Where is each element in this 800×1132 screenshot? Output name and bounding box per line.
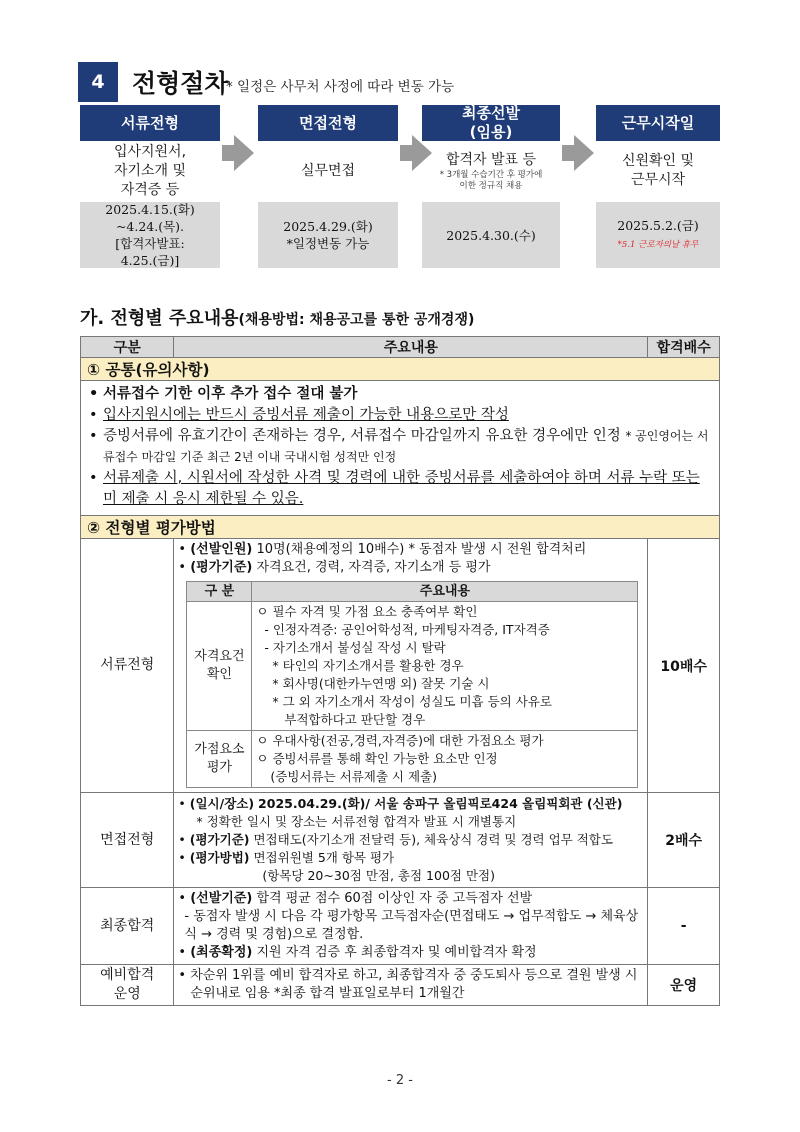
band-evaluation: ② 전형별 평가방법: [81, 516, 720, 539]
doc-detail: • (선발인원) 10명(채용예정의 10배수) * 동점자 발생 시 전원 합격처리 • (평가기준) 자격요건, 경력, 자격증, 자기소개 등 평가 구 분 주요내용 자격요건 확인 ㅇ 필수 자격 및 가점 요소 충족여부 확인 - 인정자격증: 공인어학성적, 마케팅자격증, IT자격증 - 자기소개서 불성실 작성 시 탈락 * 타인의 자기소개서를 활용한 경우 * 회사명(대한카누연맹 외) 잘못 기술 시 * 그 외 자기소개서 작성이 성실도 미흡 등의 사유로 부적합하다고 판단할 경우 가점요소 평가 ㅇ 우대사항(전공,경력,자격증)에 대한 가점요소 평가 ㅇ 증빙서류를 통해 확인 가능한 요소만 인정 (증빙서류는 서류제출 시 제출): [174, 539, 648, 793]
table-header-row: [81, 337, 720, 358]
list-item: • 서류접수 기한 이후 추가 접수 절대 불가: [89, 386, 358, 402]
reserve-category: 예비합격 운영: [81, 965, 174, 1006]
final-row: [81, 888, 720, 965]
table-row: 자격요건 확인 ㅇ 필수 자격 및 가점 요소 충족여부 확인 - 인정자격증: 공인어학성적, 마케팅자격증, IT자격증 - 자기소개서 불성실 작성 시 탈락 * 타인의 자기소개서를 활용한 경우 * 회사명(대한카누연맹 외) 잘못 기술 시 * 그 외 자기소개서 작성이 성실도 미흡 등의 사유로 부적합하다고 판단할 경우: [187, 602, 638, 731]
doc-category: 서류전형: [81, 539, 174, 793]
step-head-document: 서류전형: [80, 105, 220, 141]
common-row: [81, 381, 720, 516]
interview-category: 면접전형: [81, 793, 174, 888]
list-item: • 증빙서류에 유효기간이 존재하는 경우, 서류접수 마감일까지 유요한 경우에만 인정 * 공인영어는 서류접수 마감일 기준 최근 2년 이내 국내시험 성적만 인정: [89, 428, 709, 464]
header-multiple: 합격배수: [648, 337, 720, 358]
header-content: 주요내용: [174, 337, 648, 358]
selection-table: [80, 336, 720, 1006]
page-number: - 2 -: [387, 1073, 413, 1088]
final-category: 최종합격: [81, 888, 174, 965]
step-head-start: 근무시작일: [596, 105, 720, 141]
table-row: 가점요소 평가 ㅇ 우대사항(전공,경력,자격증)에 대한 가점요소 평가 ㅇ 증빙서류를 통해 확인 가능한 요소만 인정 (증빙서류는 서류제출 시 제출): [187, 731, 638, 788]
inner-header-category: 구 분: [187, 582, 252, 602]
interview-multiple: 2배수: [648, 793, 720, 888]
step-head-interview: 면접전형: [258, 105, 398, 141]
section-number-badge: 4: [78, 62, 118, 102]
common-notes: [81, 381, 720, 516]
arrow-icon: [562, 135, 594, 171]
step-date-final: 2025.4.30.(수): [422, 202, 560, 268]
step-head-final: 최종선발 (임용): [422, 105, 560, 141]
final-multiple: -: [648, 888, 720, 965]
step-date-start: 2025.5.2.(금) *5.1 근로자의날 휴무: [596, 202, 720, 268]
inner-header-content: 주요내용: [252, 582, 638, 602]
subsection-title: 가. 전형별 주요내용(채용방법: 채용공고를 통한 공개경쟁): [80, 308, 475, 329]
section-note: * 일정은 사무처 사정에 따라 변동 가능: [226, 79, 455, 95]
holiday-note: *5.1 근로자의날 휴무: [617, 239, 699, 250]
step-date-interview: 2025.4.29.(화) *일정변동 가능: [258, 202, 398, 268]
step-desc-interview: 실무면접: [300, 162, 356, 179]
doc-row: [81, 539, 720, 793]
reserve-row: [81, 965, 720, 1006]
step-desc-final: 합격자 발표 등 * 3개월 수습기간 후 평가에 이한 정규직 채용: [439, 151, 543, 191]
doc-criteria-table: [186, 581, 638, 788]
step-desc-start: 신원확인 및 근무시작: [621, 153, 695, 188]
list-item: • 입사지원시에는 반드시 증빙서류 제출이 가능한 내용으로만 작성: [89, 407, 509, 423]
list-item: • 서류제출 시, 시원서에 작성한 사격 및 경력에 내한 증빙서류를 세출하여야 하며 서류 누락 또는 미 제출 시 응시 제한될 수 있음.: [89, 470, 700, 507]
reserve-detail: • 차순위 1위를 예비 합격자로 하고, 최종합격자 중 중도퇴사 등으로 결원 발생 시 순위내로 임용 *최종 합격 발표일로부터 1개월간: [174, 965, 648, 1006]
step-desc-document: 입사지원서, 자기소개 및 자격증 등: [113, 143, 187, 198]
final-detail: • (선발기준) 합격 평균 점수 60점 이상인 자 중 고득점자 선발 - 동점자 발생 시 다음 각 평가항목 고득점자순(면접태도 → 업무적합도 → 체육상식 → 경력 및 경험)으로 결정함. • (최종확정) 지원 자격 검증 후 최종합격자 및 예비합격자 확정: [174, 888, 648, 965]
arrow-icon: [222, 135, 254, 171]
header-category: 구분: [81, 337, 174, 358]
band-common: ① 공통(유의사항): [81, 358, 720, 381]
reserve-multiple: 운영: [648, 965, 720, 1006]
step-date-document: 2025.4.15.(화) ~4.24.(목). [합격자발표: 4.25.(금)]: [80, 202, 220, 268]
interview-detail: • (일시/장소) 2025.04.29.(화)/ 서울 송파구 올림픽로424 올림픽회관 (신관) * 정확한 일시 및 장소는 서류전형 합격자 발표 시 개별통지 • (평가기준) 면접태도(자기소개 전달력 등), 체육상식 경력 및 경력 업무 적합도 • (평가방법) 면접위원별 5개 항목 평가 (항목당 20~30점 만점, 총점 100점 만점): [174, 793, 648, 888]
interview-row: [81, 793, 720, 888]
doc-multiple: 10배수: [648, 539, 720, 793]
section-title: 전형절차: [132, 69, 229, 98]
